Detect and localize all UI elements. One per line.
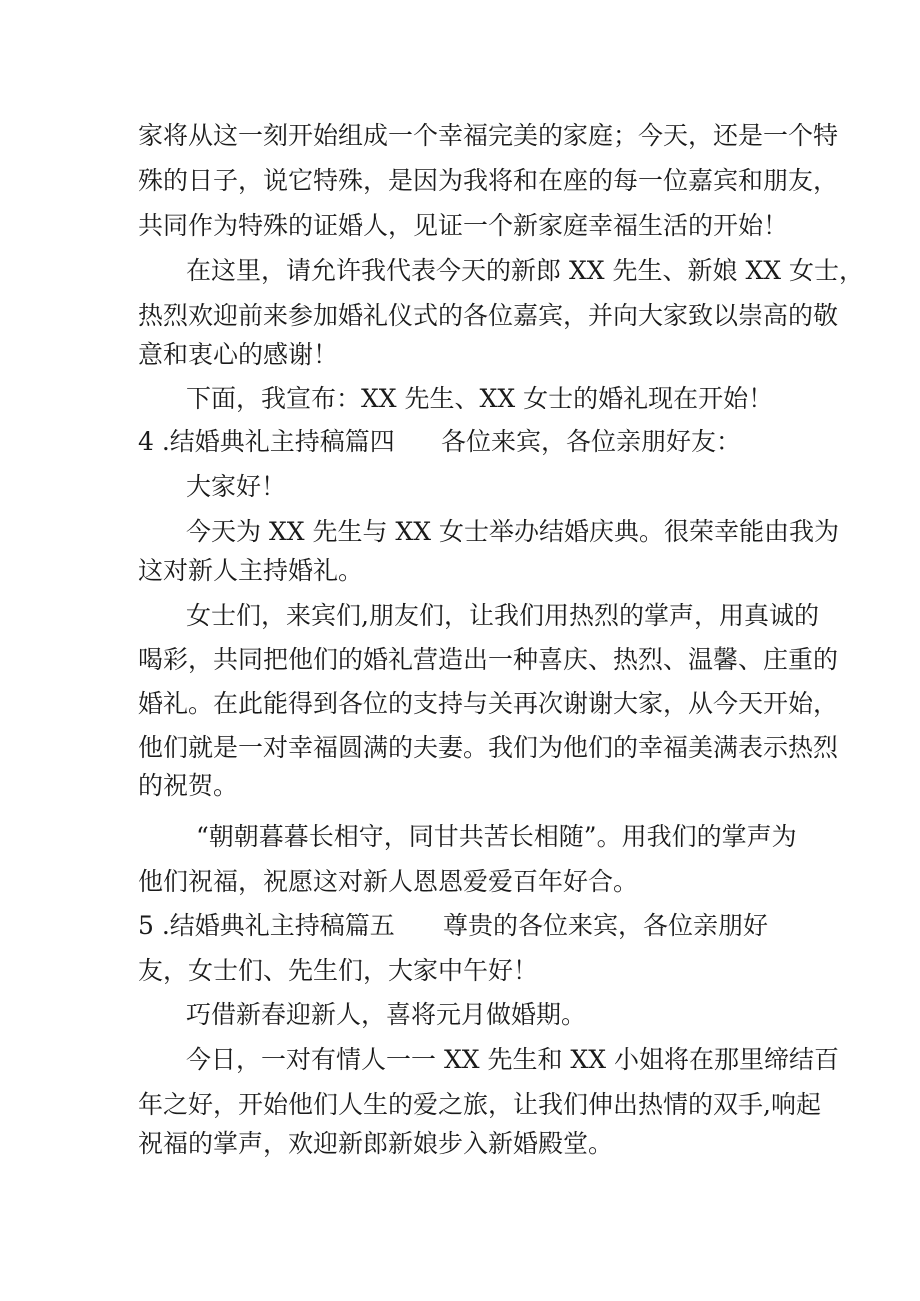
- text-line: 今天为 XX 先生与 XX 女士举办结婚庆典。很荣幸能由我为: [186, 517, 839, 546]
- section-heading: 5 .结婚典礼主持稿篇五: [138, 911, 395, 940]
- text-line: 在这里，请允许我代表今天的新郎 XX 先生、新娘 XX 女士，: [186, 256, 864, 285]
- text-line: 年之好，开始他们人生的爱之旅，让我们伸出热情的双手,响起: [138, 1090, 821, 1119]
- text-line: 热烈欢迎前来参加婚礼仪式的各位嘉宾，并向大家致以崇高的敬: [138, 301, 839, 330]
- text-line: 友，女士们、先生们，大家中午好！: [138, 956, 539, 985]
- text-line: 各位来宾，各位亲朋好友：: [441, 427, 742, 456]
- text-line: 的祝贺。: [138, 771, 239, 800]
- text-line: 意和衷心的感谢！: [138, 340, 339, 369]
- text-line: 殊的日子，说它特殊，是因为我将和在座的每一位嘉宾和朋友，: [138, 166, 839, 195]
- text-line: 婚礼。在此能得到各位的支持与关再次谢谢大家，从今天开始，: [138, 689, 839, 718]
- text-line: 女士们，来宾们,朋友们，让我们用热烈的掌声，用真诚的: [186, 601, 819, 630]
- text-line: 下面，我宣布：XX 先生、XX 女士的婚礼现在开始！: [186, 384, 774, 413]
- text-line: 大家好！: [186, 472, 287, 501]
- text-line: 这对新人主持婚礼。: [138, 556, 364, 585]
- text-line: “朝朝暮暮长相守，同甘共苦长相随”。用我们的掌声为: [196, 822, 797, 851]
- text-line: 今日，一对有情人一一 XX 先生和 XX 小姐将在那里缔结百: [186, 1045, 839, 1074]
- text-line: 家将从这一刻开始组成一个幸福完美的家庭；今天，还是一个特: [138, 121, 839, 150]
- text-line: 尊贵的各位来宾，各位亲朋好: [443, 911, 769, 940]
- text-line: 他们祝福，祝愿这对新人恩恩爱爱百年好合。: [138, 867, 639, 896]
- text-line: 巧借新春迎新人，喜将元月做婚期。: [186, 1000, 587, 1029]
- text-line: 共同作为特殊的证婚人，见证一个新家庭幸福生活的开始！: [138, 211, 789, 240]
- text-line: 他们就是一对幸福圆满的夫妻。我们为他们的幸福美满表示热烈: [138, 733, 839, 762]
- text-line: 祝福的掌声，欢迎新郎新娘步入新婚殿堂。: [138, 1129, 614, 1158]
- text-line: 喝彩，共同把他们的婚礼营造出一种喜庆、热烈、温馨、庄重的: [138, 645, 839, 674]
- section-heading: 4 .结婚典礼主持稿篇四: [138, 427, 395, 456]
